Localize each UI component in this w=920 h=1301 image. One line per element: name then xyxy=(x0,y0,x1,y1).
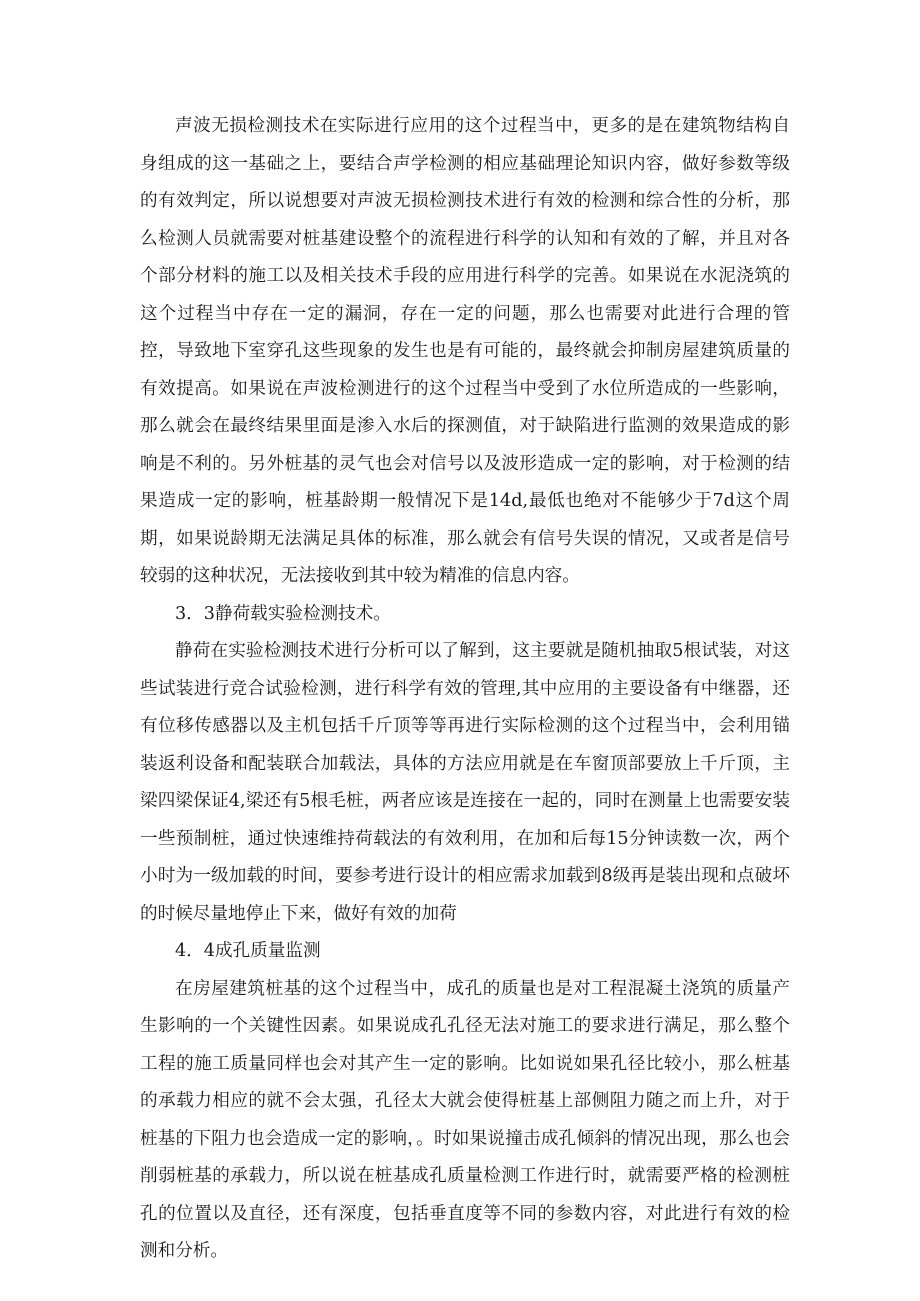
document-body xyxy=(140,108,790,1271)
paragraph-static-load: 静荷在实验检测技术进行分析可以了解到，这主要就是随机抽取5根试装，对这些试装进行竞合试验检测，进行科学有效的管理,其中应用的主要设备有中继器，还有位移传感器以及主机包括千斤顶等等再进行实际检测的这个过程当中，会利用锚装返利设备和配装联合加载法，具体的方法应用就是在车窗顶部要放上千斤顶，主梁四梁保证4,梁还有5根毛桩，两者应该是连接在一起的，同时在测量上也需要安装一些预制桩，通过快速维持荷载法的有效利用，在加和后每15分钟读数一次，两个小时为一级加载的时间，要参考进行设计的相应需求加载到8级再是装出现和点破坏的时候尽量地停止下来，做好有效的加荷 xyxy=(140,641,790,924)
section-heading-hole-quality: 4．4成孔质量监测 xyxy=(175,941,321,961)
paragraph-hole-quality: 在房屋建筑桩基的这个过程当中，成孔的质量也是对工程混凝土浇筑的质量产生影响的一个关键性因素。如果说成孔孔径无法对施工的要求进行满足，那么整个工程的施工质量同样也会对其产生一定的影响。比如说如果孔径比较小，那么桩基的承载力相应的就不会太强，孔径太大就会使得桩基上部侧阻力随之而上升，对于桩基的下阻力也会造成一定的影响，。时如果说撞击成孔倾斜的情况出现，那么也会削弱桩基的承载力，所以说在桩基成孔质量检测工作进行时，就需要严格的检测桩孔的位置以及直径，还有深度，包括垂直度等不同的参数内容，对此进行有效的检测和分析。 xyxy=(140,978,790,1261)
section-heading-static-load: 3．3静荷载实验检测技术。 xyxy=(175,603,391,624)
paragraph-sonic-testing: 声波无损检测技术在实际进行应用的这个过程当中，更多的是在建筑物结构自身组成的这一基础之上，要结合声学检测的相应基础理论知识内容，做好参数等级的有效判定，所以说想要对声波无损检测技术进行有效的检测和综合性的分析，那么检测人员就需要对桩基建设整个的流程进行科学的认知和有效的了解，并且对各个部分材料的施工以及相关技术手段的应用进行科学的完善。如果说在水泥浇筑的这个过程当中存在一定的漏洞，存在一定的问题，那么也需要对此进行合理的管控，导致地下室穿孔这些现象的发生也是有可能的，最终就会抑制房屋建筑质量的有效提高。如果说在声波检测进行的这个过程当中受到了水位所造成的一些影响，那么就会在最终结果里面是渗入水后的探测值，对于缺陷进行监测的效果造成的影响是不利的。另外桩基的灵气也会对信号以及波形造成一定的影响，对于检测的结果造成一定的影响，桩基龄期一般情况下是14d,最低也绝对不能够少于7d这个周期，如果说龄期无法满足具体的标准，那么就会有信号失误的情况，又或者是信号较弱的这种状况，无法接收到其中较为精准的信息内容。 xyxy=(140,116,790,586)
